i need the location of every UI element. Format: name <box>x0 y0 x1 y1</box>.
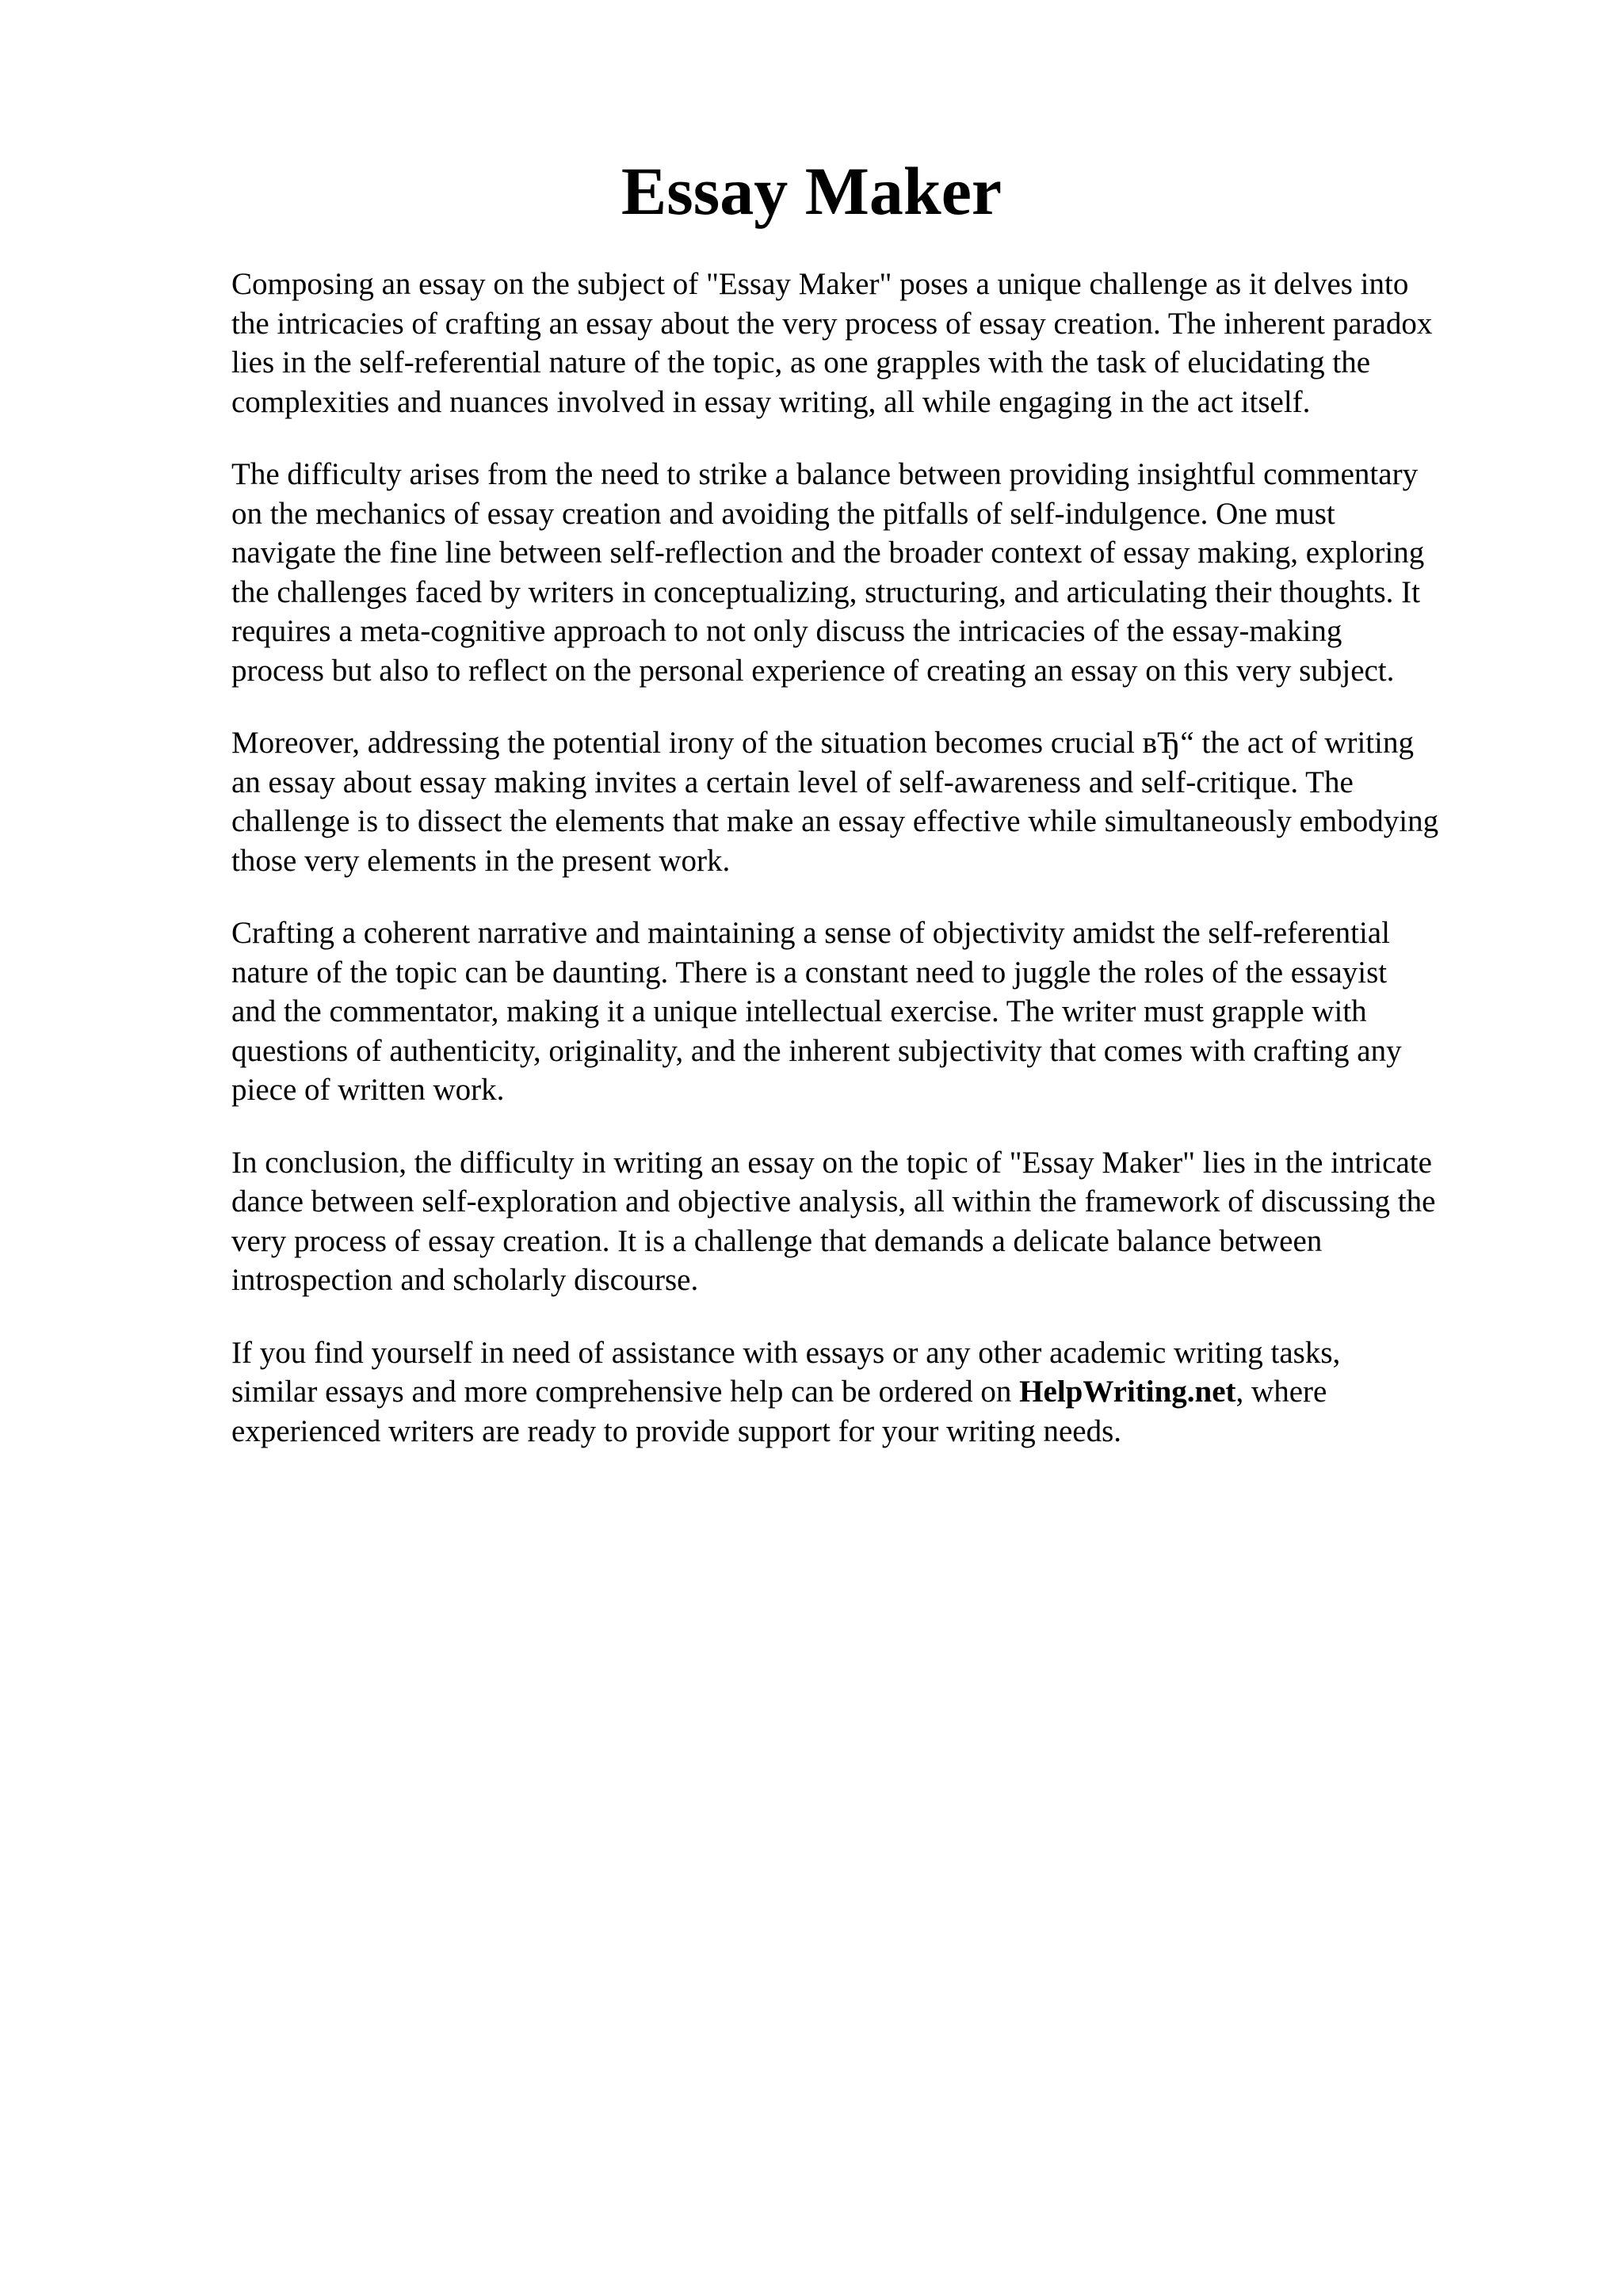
paragraph-2 <box>231 455 1531 690</box>
text-line <box>231 1372 1531 1412</box>
paragraph-1 <box>231 265 1531 421</box>
paragraph-4 <box>231 913 1531 1110</box>
text-line: questions of authenticity, originality, and the inherent subjectivity that comes with crafting any <box>231 1033 1402 1068</box>
text-fragment: similar essays and more comprehensive help can be ordered on <box>231 1375 1020 1409</box>
text-line: Crafting a coherent narrative and maintaining a sense of objectivity amidst the self-referential <box>231 916 1390 950</box>
text-line: the intricacies of crafting an essay about the very process of essay creation. The inherent paradox <box>231 306 1433 341</box>
text-line: In conclusion, the difficulty in writing an essay on the topic of "Essay Maker" lies in the intricate <box>231 1145 1432 1180</box>
text-line: introspection and scholarly discourse. <box>231 1263 699 1297</box>
text-line: challenge is to dissect the elements that make an essay effective while simultaneously embodying <box>231 804 1439 838</box>
text-line: and the commentator, making it a unique intellectual exercise. The writer must grapple with <box>231 994 1367 1028</box>
text-line: Moreover, addressing the potential irony of the situation becomes crucial вЂ“ the act of writing <box>231 726 1414 760</box>
text-line: lies in the self-referential nature of the topic, as one grapples with the task of elucidating the <box>231 345 1371 379</box>
text-fragment: , where <box>1235 1375 1327 1409</box>
closing-paragraph <box>231 1333 1531 1451</box>
text-line: the challenges faced by writers in conceptualizing, structuring, and articulating their thoughts. It <box>231 574 1420 609</box>
text-line: process but also to reflect on the personal experience of creating an essay on this very subject. <box>231 653 1395 688</box>
text-line: nature of the topic can be daunting. There is a constant need to juggle the roles of the essayist <box>231 955 1388 990</box>
paragraph-3 <box>231 723 1531 880</box>
helpwriting-link[interactable]: HelpWriting.net <box>1019 1375 1236 1409</box>
paragraph-5 <box>231 1143 1531 1300</box>
text-line: navigate the fine line between self-reflection and the broader context of essay making, exploring <box>231 536 1425 570</box>
text-line: The difficulty arises from the need to strike a balance between providing insightful commentary <box>231 457 1419 491</box>
text-line: those very elements in the present work. <box>231 843 731 878</box>
text-line: experienced writers are ready to provide support for your writing needs. <box>231 1413 1122 1448</box>
text-line: If you find yourself in need of assistance with essays or any other academic writing tasks, <box>231 1335 1341 1370</box>
text-line: very process of essay creation. It is a challenge that demands a delicate balance between <box>231 1223 1323 1258</box>
text-line: Composing an essay on the subject of "Essay Maker" poses a unique challenge as it delves into <box>231 267 1409 301</box>
document-title: Essay Maker <box>621 153 1002 229</box>
text-line: piece of written work. <box>231 1073 505 1107</box>
text-line: an essay about essay making invites a certain level of self-awareness and self-critique. The <box>231 765 1354 799</box>
document-body <box>231 265 1531 1484</box>
text-line: on the mechanics of essay creation and avoiding the pitfalls of self-indulgence. One must <box>231 496 1335 531</box>
text-line: requires a meta-cognitive approach to not only discuss the intricacies of the essay-making <box>231 614 1342 648</box>
text-line: dance between self-exploration and objective analysis, all within the framework of discussing the <box>231 1184 1436 1219</box>
text-line: complexities and nuances involved in essay writing, all while engaging in the act itself. <box>231 384 1311 419</box>
